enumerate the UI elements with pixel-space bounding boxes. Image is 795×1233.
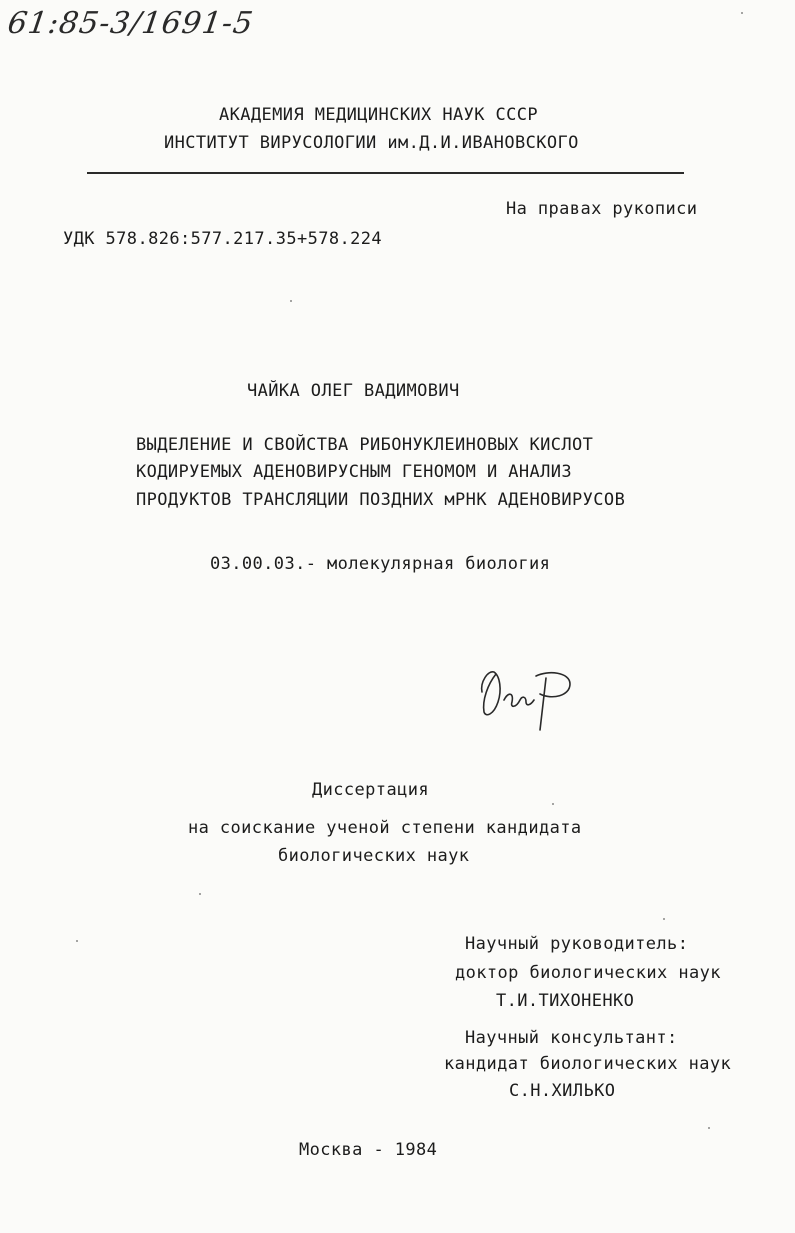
dissertation-title-line: ПРОДУКТОВ ТРАНСЛЯЦИИ ПОЗДНИХ мРНК АДЕНОВИРУСОВ xyxy=(136,490,626,510)
dissertation-title-line: ВЫДЕЛЕНИЕ И СВОЙСТВА РИБОНУКЛЕИНОВЫХ КИСЛОТ xyxy=(136,435,594,455)
scan-speck xyxy=(741,12,743,14)
specialty-code: 03.00.03.- молекулярная биология xyxy=(210,554,551,574)
scan-speck xyxy=(663,918,665,920)
scan-speck xyxy=(552,803,554,805)
scan-speck xyxy=(199,893,201,895)
place-and-year: Москва - 1984 xyxy=(299,1140,438,1160)
consultant-name: С.Н.ХИЛЬКО xyxy=(509,1081,616,1101)
institute-name: ИНСТИТУТ ВИРУСОЛОГИИ им.Д.И.ИВАНОВСКОГО xyxy=(164,133,579,153)
degree-text-line: на соискание ученой степени кандидата xyxy=(188,818,582,838)
dissertation-title-line: КОДИРУЕМЫХ АДЕНОВИРУСНЫМ ГЕНОМОМ И АНАЛИЗ xyxy=(136,462,573,482)
author-signature xyxy=(474,662,584,742)
document-type: Диссертация xyxy=(312,780,429,800)
supervisor-label: Научный руководитель: xyxy=(465,934,689,954)
consultant-label: Научный консультант: xyxy=(465,1028,678,1048)
scan-speck xyxy=(76,940,78,942)
consultant-degree: кандидат биологических наук xyxy=(444,1054,732,1074)
handwritten-archive-code: 61:85-3/1691-5 xyxy=(5,6,256,41)
degree-text-line: биологических наук xyxy=(278,846,470,866)
scan-speck xyxy=(290,300,292,302)
udc-code: УДК 578.826:577.217.35+578.224 xyxy=(63,229,383,249)
header-divider xyxy=(87,172,684,174)
author-name: ЧАЙКА ОЛЕГ ВАДИМОВИЧ xyxy=(247,381,460,401)
supervisor-degree: доктор биологических наук xyxy=(455,963,721,983)
scan-speck xyxy=(708,1127,710,1129)
manuscript-note: На правах рукописи xyxy=(506,199,698,219)
academy-name: АКАДЕМИЯ МЕДИЦИНСКИХ НАУК СССР xyxy=(219,105,539,125)
supervisor-name: Т.И.ТИХОНЕНКО xyxy=(496,991,635,1011)
